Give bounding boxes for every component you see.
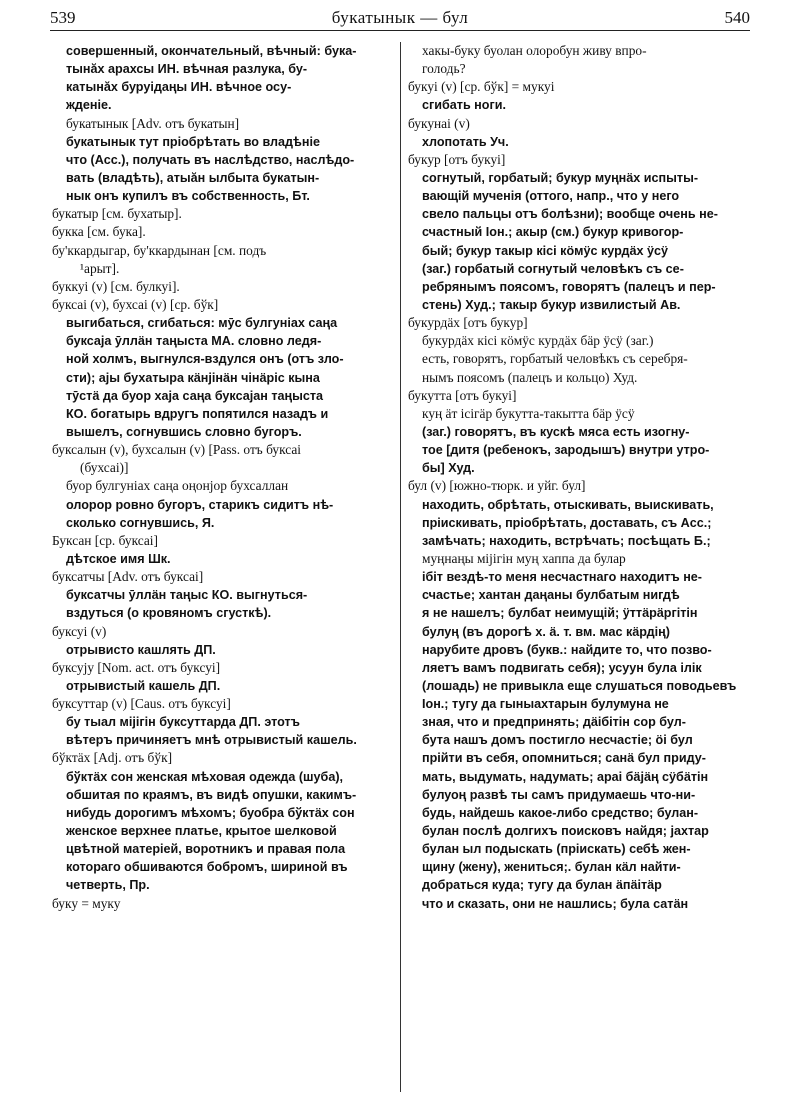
text-line: катынӑх буруідаңы ИН. вѣчное осу- bbox=[66, 80, 292, 95]
text-line: отрывисто кашлять ДП. bbox=[66, 642, 216, 657]
text-line: я не нашелъ; булбат неимущій; ӱттӓрӓргітін bbox=[422, 606, 698, 621]
text-line: Іон.; тугу да гыныахтарын булумуна не bbox=[422, 697, 669, 712]
text-line: прійти въ себя, опомниться; санӓ бул приду- bbox=[422, 751, 706, 766]
text-line: буккуі (v) [см. булкуі]. bbox=[52, 278, 180, 294]
text-line: свело пальцы отъ болѣзни); вообще очень не- bbox=[422, 207, 718, 222]
text-line: что (Acc.), получать въ наслѣдство, наслѣдо- bbox=[66, 152, 355, 167]
text-line: женское верхнее платье, крытое шелковой bbox=[66, 824, 337, 839]
right-column bbox=[408, 42, 750, 913]
page-number-left: 539 bbox=[50, 8, 76, 27]
text-line: буор булгуніах саңа оңонjор бухсаллан bbox=[66, 478, 289, 494]
text-line: муңнаңы міјігін муң хаппа да булар bbox=[422, 550, 626, 566]
text-line: КО. богатырь вдругъ попятился назадъ и bbox=[66, 406, 329, 421]
text-line: буксатчы ӯллӓн таңыс КО. выгнуться- bbox=[66, 588, 308, 603]
text-line: будь, найдешь какое-либо средство; булан- bbox=[422, 805, 699, 820]
text-line: букка [см. бука]. bbox=[52, 224, 146, 240]
text-line: хакы-буку буолан олоробун живу впро- bbox=[422, 43, 647, 58]
text-line: есть, говорятъ, горбатый человѣкъ съ серебря- bbox=[422, 351, 688, 367]
text-line: вздуться (о кровяномъ сгусткѣ). bbox=[66, 606, 272, 621]
text-line: тӯстӓ да буор хаја саңа буксајан таңыста bbox=[66, 388, 324, 403]
text-line: зная, что и предпринять; дӓібітін сор бул- bbox=[422, 715, 686, 730]
text-line: совершенный, окончательный, вѣчный: бука- bbox=[66, 44, 357, 58]
text-line: букутта [отъ букуі] bbox=[408, 387, 517, 403]
text-line: буксаја ӯллӓн таңыста МА. словно ледя- bbox=[66, 334, 322, 349]
text-line: булан послѣ долгихъ поисковъ найдя; јахтар bbox=[422, 824, 709, 839]
text-line: счастный Іон.; акыр (см.) букур кривогор- bbox=[422, 225, 684, 240]
text-line: нибудь дорогимъ мѣхомъ; буобра бўктӓх сон bbox=[66, 805, 355, 820]
text-line: пріискивать, пріобрѣтать, доставать, съ Acc.; bbox=[422, 515, 712, 530]
text-line: ¹арыт]. bbox=[80, 260, 120, 276]
text-line: ібіт вездѣ-то меня несчастнаго находитъ не- bbox=[422, 570, 702, 585]
text-line: булуң (въ дорогѣ х. ӓ. т. вм. мас кӓрдің) bbox=[422, 624, 670, 639]
text-line: букуі (v) [ср. бўк] = мукуі bbox=[408, 79, 555, 95]
text-line: счастье; хантан даңаны булбатым нигдѣ bbox=[422, 588, 680, 603]
text-line: хлопотать Уч. bbox=[422, 134, 509, 149]
text-line: нымъ поясомъ (палецъ и кольцо) Худ. bbox=[422, 369, 638, 385]
text-line: обшитая по краямъ, въ видѣ опушки, какимъ- bbox=[66, 787, 357, 802]
text-line: буксатчы [Adv. отъ буксаі] bbox=[52, 569, 204, 585]
page-header bbox=[50, 6, 750, 31]
text-line: тое [дитя (ребенокъ, зародышъ) внутри утро- bbox=[422, 443, 710, 458]
text-line: бу'ккардыгар, бу'ккардынан [см. подъ bbox=[52, 242, 267, 258]
text-line: бул (v) [южно-тюрк. и уйг. бул] bbox=[408, 478, 586, 494]
text-line: выгибаться, сгибаться: мӯс булгуніах саңа bbox=[66, 316, 338, 331]
text-line: что и сказать, они не нашлись; була сатӓн bbox=[422, 896, 689, 911]
text-line: мать, выдумать, надумать; арaі бӓјӓң сӱбӓтін bbox=[422, 769, 709, 784]
text-line: бы] Худ. bbox=[422, 461, 475, 476]
text-line: бый; букур такыр кісі кӧмӱс курдӓх ӱсӱ bbox=[422, 243, 668, 258]
text-line: вѣтеръ причиняетъ мнѣ отрывистый кашель. bbox=[66, 733, 357, 748]
text-line: буксују [Nom. act. отъ буксуі] bbox=[52, 659, 221, 675]
text-line: сти); ајы бухатыра кӓнјінӓн чінӓріс кына bbox=[66, 370, 320, 385]
text-line: булуоң развѣ ты самъ придумаешь что-ни- bbox=[422, 787, 696, 802]
text-line: букурдӓх [отъ букур] bbox=[408, 315, 528, 331]
text-line: олорор ровно бугоръ, старикъ сидитъ нѣ- bbox=[66, 497, 334, 512]
text-line: сгибать ноги. bbox=[422, 98, 506, 113]
page-number-right: 540 bbox=[724, 8, 750, 27]
text-line: отрывистый кашель ДП. bbox=[66, 678, 221, 693]
text-line: находить, обрѣтать, отыскивать, выискивать, bbox=[422, 497, 714, 512]
text-line: куң ӓт ісігӓр букутта-такытта бӓр ӱсӱ bbox=[422, 405, 635, 421]
left-column bbox=[52, 42, 394, 913]
text-line: четверть, Пр. bbox=[66, 878, 150, 893]
text-line: сколько согнувшись, Я. bbox=[66, 515, 215, 530]
text-line: вышелъ, согнувшись словно бугоръ. bbox=[66, 424, 302, 439]
text-line: (лошадь) не привыкла еще слушаться поводьевъ bbox=[422, 678, 737, 693]
text-line: бута нашъ домъ постигло несчастіе; ӧі бул bbox=[422, 733, 693, 748]
text-line: щину (жену), жениться;. булан кӓл найти- bbox=[422, 860, 681, 875]
text-line: букур [отъ букуі] bbox=[408, 151, 506, 167]
text-line: нык онъ купилъ въ собственность, Бт. bbox=[66, 189, 310, 204]
text-line: бўктӓх сон женская мѣховая одежда (шуба), bbox=[66, 769, 344, 784]
text-line: согнутый, горбатый; букур муңнӓх испыты- bbox=[422, 170, 699, 185]
text-line: букатыр [см. бухатыр]. bbox=[52, 206, 182, 222]
text-line: замѣчать; находить, встрѣчать; посѣщать Б.; bbox=[422, 533, 711, 548]
text-line: буку = муку bbox=[52, 895, 121, 911]
text-line: Буксан [ср. буксаі] bbox=[52, 532, 158, 548]
text-line: ной холмъ, выгнулся-вздулся онъ (отъ зло- bbox=[66, 352, 344, 367]
column-divider bbox=[400, 42, 401, 1092]
text-line: буксуттар (v) [Caus. отъ буксуі] bbox=[52, 696, 231, 712]
text-line: голодь? bbox=[422, 61, 466, 77]
text-line: (заг.) горбатый согнутый человѣкъ съ се- bbox=[422, 261, 684, 276]
text-line: цвѣтной матеріей, воротникъ и правая пола bbox=[66, 842, 346, 857]
text-line: добраться куда; тугу да булан ӓпӓітӓр bbox=[422, 878, 662, 893]
text-line: букунаі (v) bbox=[408, 115, 470, 131]
text-line: вающій мученія (оттого, напр., что у него bbox=[422, 189, 680, 204]
text-line: нарубите дровъ (букв.: найдите то, что позво- bbox=[422, 642, 712, 657]
text-line: булан ыл подыскать (пріискать) себѣ жен- bbox=[422, 842, 691, 857]
text-line: бўктӓх [Adj. отъ бўк] bbox=[52, 750, 173, 766]
text-line: буксаі (v), бухсаі (v) [ср. бўк] bbox=[52, 296, 219, 312]
text-line: букатынык [Adv. отъ букатын] bbox=[66, 115, 240, 131]
text-line: бу тыал міјігін буксуттарда ДП. этотъ bbox=[66, 715, 300, 730]
text-line: букатынык тут пріобрѣтать во владѣніе bbox=[66, 134, 321, 149]
text-line: буксуі (v) bbox=[52, 623, 107, 639]
text-line: стень) Худ.; такыр букур извилистый Ав. bbox=[422, 297, 681, 312]
text-line: вать (владѣть), атыӑн ылбыта букатын- bbox=[66, 170, 320, 185]
text-line: котораго обшиваются бобромъ, шириной въ bbox=[66, 860, 348, 875]
text-line: (бухсаі)] bbox=[80, 460, 129, 476]
text-line: ляетъ вамъ подвигать себя); усуун була ілік bbox=[422, 660, 702, 675]
text-line: ребрянымъ поясомъ, говорятъ (палецъ и пер- bbox=[422, 279, 716, 294]
text-line: жденіе. bbox=[66, 98, 112, 113]
running-head: букатынык — бул bbox=[331, 8, 469, 27]
text-line: буксалын (v), бухсалын (v) [Pass. отъ буксаі bbox=[52, 442, 302, 458]
text-line: тынӑх арахсы ИН. вѣчная разлука, бу- bbox=[66, 62, 308, 77]
text-line: дѣтское имя Шк. bbox=[66, 551, 171, 566]
text-line: (заг.) говорятъ, въ кускѣ мяса есть изогну- bbox=[422, 424, 690, 439]
text-line: букурдӓх кісі кӧмӱс курдӓх бӓр ӱсӱ (заг.) bbox=[422, 333, 654, 349]
